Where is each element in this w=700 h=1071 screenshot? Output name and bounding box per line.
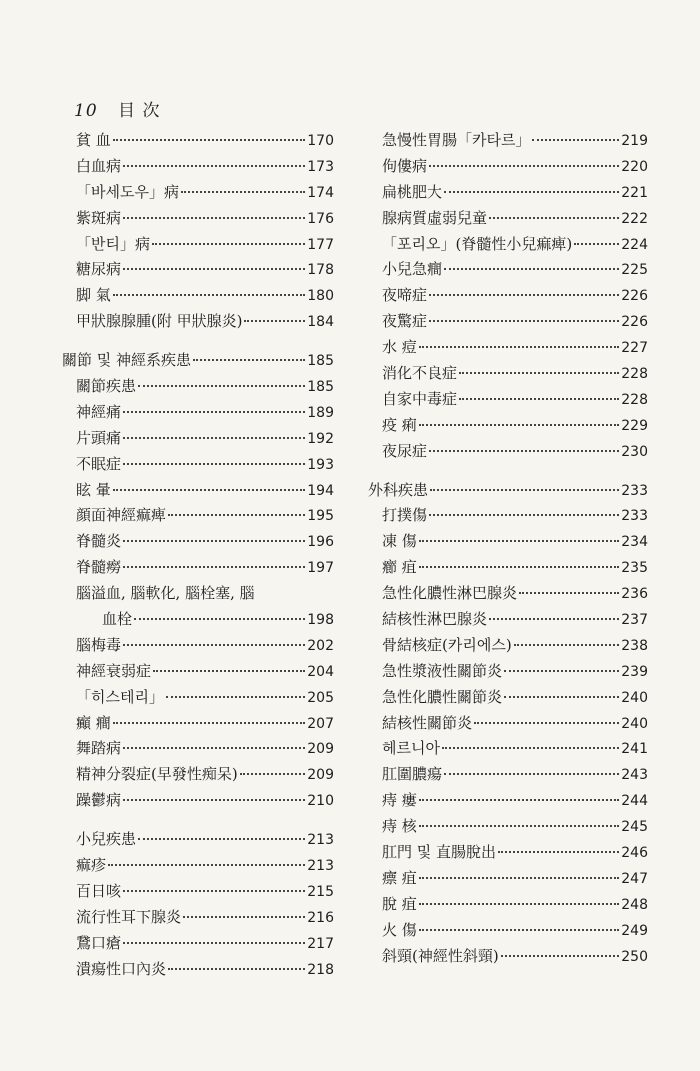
toc-entry-title: 急慢性胃腸「카타르」 [382, 131, 531, 149]
toc-entry-page: 227 [621, 340, 648, 357]
toc-entry-title: 骨結核症(카리에스) [382, 635, 512, 654]
toc-entry-page: 207 [307, 715, 334, 732]
toc-entry [62, 607, 334, 633]
toc-entry [368, 283, 648, 309]
toc-section-heading [62, 348, 334, 374]
toc-entry [368, 711, 648, 737]
toc-entry-title: 舞踏病 [76, 739, 122, 758]
toc-entry-page: 213 [307, 858, 334, 875]
toc-entry-page: 197 [307, 560, 334, 577]
toc-entry-page: 230 [621, 443, 648, 460]
dot-leader [113, 722, 305, 724]
toc-entry-page: 226 [621, 288, 648, 305]
toc-entry-title: 佝僂病 [382, 156, 428, 175]
toc-entry-title: 打撲傷 [382, 506, 428, 525]
toc-entry [368, 335, 648, 361]
toc-entry-page: 184 [307, 314, 334, 331]
toc-entry-title: 癤 疽 [382, 558, 417, 577]
toc-entry [62, 853, 334, 879]
toc-entry-title: 扁桃肥大 [382, 182, 443, 201]
toc-entry [368, 555, 648, 581]
toc-entry-page: 185 [307, 379, 334, 396]
dot-leader [501, 955, 620, 957]
toc-entry-title: 「반티」病 [76, 234, 150, 253]
toc-entry [62, 283, 334, 309]
toc-entry [368, 685, 648, 711]
toc-entry-page: 204 [307, 663, 334, 680]
toc-entry [62, 180, 334, 206]
dot-leader [429, 165, 619, 167]
toc-entry-title: 水 痘 [382, 338, 417, 357]
dot-leader [459, 398, 619, 400]
dot-leader [444, 773, 619, 775]
toc-entry-page: 180 [307, 288, 334, 305]
toc-entry [368, 892, 648, 918]
toc-entry-title: 結核性關節炎 [382, 713, 473, 732]
toc-entry [62, 206, 334, 232]
page-header [74, 96, 160, 121]
toc-entry-title: 神經衰弱症 [76, 661, 152, 680]
toc-entry-page: 198 [307, 612, 334, 629]
toc-entry-title: 不眠症 [76, 454, 122, 473]
toc-entry-page: 221 [621, 184, 648, 201]
toc-entry-title: 凍 傷 [382, 532, 417, 551]
dot-leader [166, 696, 305, 698]
toc-entry-page: 178 [307, 262, 334, 279]
toc-entry-title: 關節疾患 [76, 377, 137, 396]
toc-entry-title: 消化不良症 [382, 364, 458, 383]
toc-entry-page: 237 [621, 612, 648, 629]
toc-entry-page: 234 [621, 534, 648, 551]
dot-leader [419, 903, 619, 905]
dot-leader [442, 747, 619, 749]
toc-entry-title: 疫 痢 [382, 415, 417, 434]
toc-entry [62, 257, 334, 283]
dot-leader [168, 968, 305, 970]
toc-entry-title: 脚 氣 [76, 286, 111, 305]
dot-leader [419, 346, 619, 348]
toc-entry [62, 581, 334, 607]
dot-leader [123, 799, 305, 801]
toc-entry-page: 210 [307, 793, 334, 810]
toc-entry-title: 小兒疾患 [76, 830, 137, 849]
toc-left-column [62, 128, 334, 983]
dot-leader [138, 385, 305, 387]
page-number: 10 [74, 101, 98, 121]
toc-entry [62, 633, 334, 659]
dot-leader [108, 864, 305, 866]
toc-entry [368, 180, 648, 206]
toc-entry-page: 246 [621, 845, 648, 862]
toc-entry-title: 痲疹 [76, 856, 107, 875]
toc-entry [62, 374, 334, 400]
toc-entry-page: 248 [621, 896, 648, 913]
toc-entry-title: 糖尿病 [76, 260, 122, 279]
toc-entry-title: 痔 核 [382, 817, 417, 836]
toc-entry [62, 555, 334, 581]
toc-entry-title: 眩 暈 [76, 480, 111, 499]
page-title: 目 次 [118, 101, 161, 121]
toc-entry-page: 238 [621, 637, 648, 654]
toc-entry-page: 235 [621, 560, 648, 577]
toc-entry [368, 232, 648, 258]
toc-entry-title: 痔 瘻 [382, 791, 417, 810]
toc-entry [62, 685, 334, 711]
toc-entry-title: 急性化膿性關節炎 [382, 687, 503, 706]
toc-entry-page: 218 [307, 961, 334, 978]
toc-section-heading [368, 478, 648, 504]
toc-entry-title: 斜頸(神經性斜頸) [382, 946, 499, 965]
dot-leader [113, 489, 305, 491]
dot-leader [123, 165, 305, 167]
toc-entry-page: 216 [307, 909, 334, 926]
dot-leader [113, 294, 305, 296]
toc-entry-page: 217 [307, 935, 334, 952]
toc-entry [62, 232, 334, 258]
dot-leader [123, 890, 305, 892]
toc-entry [368, 439, 648, 465]
toc-entry [368, 128, 648, 154]
toc-entry [368, 309, 648, 335]
toc-entry-title: 夜尿症 [382, 441, 428, 460]
toc-entry-title: 헤르니아 [382, 739, 440, 758]
toc-entry-page: 243 [621, 767, 648, 784]
toc-entry [62, 827, 334, 853]
dot-leader [123, 268, 305, 270]
dot-leader [444, 191, 619, 193]
toc-entry [62, 957, 334, 983]
toc-entry [368, 788, 648, 814]
dot-leader [419, 566, 619, 568]
toc-entry-title: 流行性耳下腺炎 [76, 907, 182, 926]
toc-entry [368, 866, 648, 892]
toc-entry-page: 220 [621, 158, 648, 175]
toc-entry-page: 209 [307, 741, 334, 758]
dot-leader [519, 592, 619, 594]
toc-entry-title: 肛圍膿瘍 [382, 765, 443, 784]
toc-entry-page: 196 [307, 534, 334, 551]
toc-entry-page: 249 [621, 922, 648, 939]
toc-entry-page: 250 [621, 948, 648, 965]
dot-leader [123, 411, 305, 413]
toc-entry [62, 905, 334, 931]
toc-entry-title: 腦梅毒 [76, 635, 122, 654]
toc-entry-title: 血栓 [102, 610, 133, 629]
toc-entry-page: 239 [621, 663, 648, 680]
section-gap [368, 465, 648, 478]
toc-entry [62, 711, 334, 737]
toc-entry-title: 「바세도우」病 [76, 182, 179, 201]
toc-entry-page: 224 [621, 236, 648, 253]
toc-entry [62, 529, 334, 555]
toc-entry-page: 189 [307, 404, 334, 421]
dot-leader [532, 139, 619, 141]
toc-entry-title: 外科疾患 [368, 480, 429, 499]
toc-entry-title: 急性化膿性淋巴腺炎 [382, 584, 518, 603]
toc-entry-page: 245 [621, 819, 648, 836]
toc-entry-page: 241 [621, 741, 648, 758]
toc-entry-page: 247 [621, 870, 648, 887]
dot-leader [138, 838, 305, 840]
dot-leader [504, 696, 619, 698]
toc-entry-title: 精神分裂症(早發性痴呆) [76, 765, 238, 784]
toc-entry-page: 174 [307, 184, 334, 201]
dot-leader [430, 489, 619, 491]
toc-entry-title: 百日咳 [76, 881, 122, 900]
toc-entry-title: 片頭痛 [76, 428, 122, 447]
dot-leader [152, 243, 305, 245]
toc-entry-page: 170 [307, 133, 334, 149]
toc-entry-title: 鵞口瘡 [76, 933, 122, 952]
toc-entry-page: 173 [307, 158, 334, 175]
toc-entry [62, 154, 334, 180]
toc-entry [368, 762, 648, 788]
dot-leader [429, 294, 619, 296]
dot-leader [504, 670, 619, 672]
toc-entry-title: 潰瘍性口內炎 [76, 959, 167, 978]
toc-entry-title: 脫 疽 [382, 894, 417, 913]
toc-entry [62, 128, 334, 154]
toc-entry-page: 226 [621, 314, 648, 331]
toc-entry-page: 233 [621, 482, 648, 499]
dot-leader [429, 514, 619, 516]
toc-entry-page: 219 [621, 133, 648, 149]
toc-entry-title: 急性漿液性關節炎 [382, 661, 503, 680]
toc-entry [62, 659, 334, 685]
toc-entry-title: 自家中毒症 [382, 389, 458, 408]
toc-entry-title: 腺病質虛弱兒童 [382, 208, 488, 227]
toc-entry [368, 840, 648, 866]
toc-entry [62, 400, 334, 426]
toc-entry-page: 240 [621, 715, 648, 732]
toc-entry-page: 213 [307, 832, 334, 849]
toc-entry-page: 177 [307, 236, 334, 253]
dot-leader [244, 320, 305, 322]
toc-entry-title: 結核性淋巴腺炎 [382, 610, 488, 629]
toc-entry-page: 228 [621, 391, 648, 408]
toc-right-column [368, 128, 648, 970]
dot-leader [429, 450, 619, 452]
dot-leader [123, 540, 305, 542]
dot-leader [134, 618, 305, 620]
toc-entry [368, 206, 648, 232]
toc-entry [62, 309, 334, 335]
dot-leader [123, 747, 305, 749]
toc-entry [62, 426, 334, 452]
dot-leader [181, 191, 305, 193]
toc-entry [368, 413, 648, 439]
toc-entry [368, 387, 648, 413]
toc-entry-page: 233 [621, 508, 648, 525]
toc-entry-title: 白血病 [76, 156, 122, 175]
toc-entry-page: 244 [621, 793, 648, 810]
toc-entry-title: 神經痛 [76, 402, 122, 421]
dot-leader [193, 359, 305, 361]
toc-entry [368, 581, 648, 607]
dot-leader [419, 540, 619, 542]
dot-leader [514, 644, 620, 646]
dot-leader [419, 424, 619, 426]
toc-entry-title: 紫斑病 [76, 208, 122, 227]
toc-entry-title: 小兒急癎 [382, 260, 443, 279]
toc-entry-title: 「히스테리」 [76, 687, 164, 706]
dot-leader [489, 618, 619, 620]
dot-leader [474, 722, 619, 724]
toc-entry-page: 209 [307, 767, 334, 784]
toc-entry-title: 火 傷 [382, 920, 417, 939]
toc-entry [62, 879, 334, 905]
toc-entry-page: 194 [307, 482, 334, 499]
dot-leader [153, 670, 305, 672]
toc-entry-page: 202 [307, 637, 334, 654]
toc-entry-page: 225 [621, 262, 648, 279]
toc-entry [62, 503, 334, 529]
toc-entry-page: 215 [307, 883, 334, 900]
dot-leader [489, 217, 619, 219]
dot-leader [123, 566, 305, 568]
toc-entry-title: 夜驚症 [382, 312, 428, 331]
toc-entry [62, 478, 334, 504]
toc-entry [368, 607, 648, 633]
toc-entry [368, 918, 648, 944]
toc-entry [368, 736, 648, 762]
dot-leader [574, 243, 619, 245]
toc-entry-title: 癲 癎 [76, 713, 111, 732]
toc-entry-title: 關節 및 神經系疾患 [62, 351, 192, 370]
toc-entry-title: 瘭 疽 [382, 868, 417, 887]
dot-leader [240, 773, 306, 775]
dot-leader [123, 437, 305, 439]
toc-entry-page: 176 [307, 210, 334, 227]
toc-entry [62, 762, 334, 788]
section-gap [62, 814, 334, 827]
toc-entry [368, 257, 648, 283]
section-gap [62, 335, 334, 348]
dot-leader [123, 217, 305, 219]
toc-entry-page: 195 [307, 508, 334, 525]
toc-entry-title: 脊髓癆 [76, 558, 122, 577]
dot-leader [419, 877, 619, 879]
toc-entry-title: 腦溢血, 腦軟化, 腦栓塞, 腦 [76, 584, 255, 603]
dot-leader [123, 463, 305, 465]
dot-leader [123, 644, 305, 646]
toc-entry [62, 931, 334, 957]
toc-entry-title: 貧 血 [76, 131, 111, 149]
toc-entry-page: 185 [307, 353, 334, 370]
toc-entry-title: 甲狀腺腺腫(附 甲狀腺炎) [76, 312, 243, 331]
dot-leader [459, 372, 619, 374]
toc-entry-page: 228 [621, 366, 648, 383]
toc-entry-title: 肛門 및 直腸脫出 [382, 843, 497, 862]
dot-leader [419, 799, 619, 801]
toc-entry [368, 503, 648, 529]
dot-leader [429, 320, 619, 322]
toc-entry-page: 240 [621, 689, 648, 706]
toc-entry-title: 「포리오」(脊髓性小兒痲痺) [382, 234, 573, 253]
toc-entry-title: 顔面神經痲痺 [76, 506, 167, 525]
toc-entry [62, 788, 334, 814]
toc-entry [368, 361, 648, 387]
toc-entry [62, 452, 334, 478]
toc-entry-page: 222 [621, 210, 648, 227]
toc-entry-page: 236 [621, 586, 648, 603]
toc-entry-title: 躁鬱病 [76, 791, 122, 810]
toc-entry-page: 205 [307, 689, 334, 706]
dot-leader [419, 825, 619, 827]
toc-entry [368, 944, 648, 970]
toc-entry-page: 193 [307, 456, 334, 473]
toc-entry-page: 192 [307, 430, 334, 447]
toc-entry [368, 633, 648, 659]
toc-entry [368, 814, 648, 840]
dot-leader [123, 942, 305, 944]
dot-leader [113, 139, 305, 141]
dot-leader [498, 851, 619, 853]
dot-leader [419, 929, 619, 931]
toc-entry [368, 529, 648, 555]
toc-entry-title: 脊髓炎 [76, 532, 122, 551]
dot-leader [168, 514, 305, 516]
toc-entry [62, 736, 334, 762]
toc-entry-title: 夜啼症 [382, 286, 428, 305]
dot-leader [183, 916, 305, 918]
dot-leader [444, 268, 619, 270]
toc-entry [368, 659, 648, 685]
toc-entry-page: 229 [621, 417, 648, 434]
toc-entry [368, 154, 648, 180]
